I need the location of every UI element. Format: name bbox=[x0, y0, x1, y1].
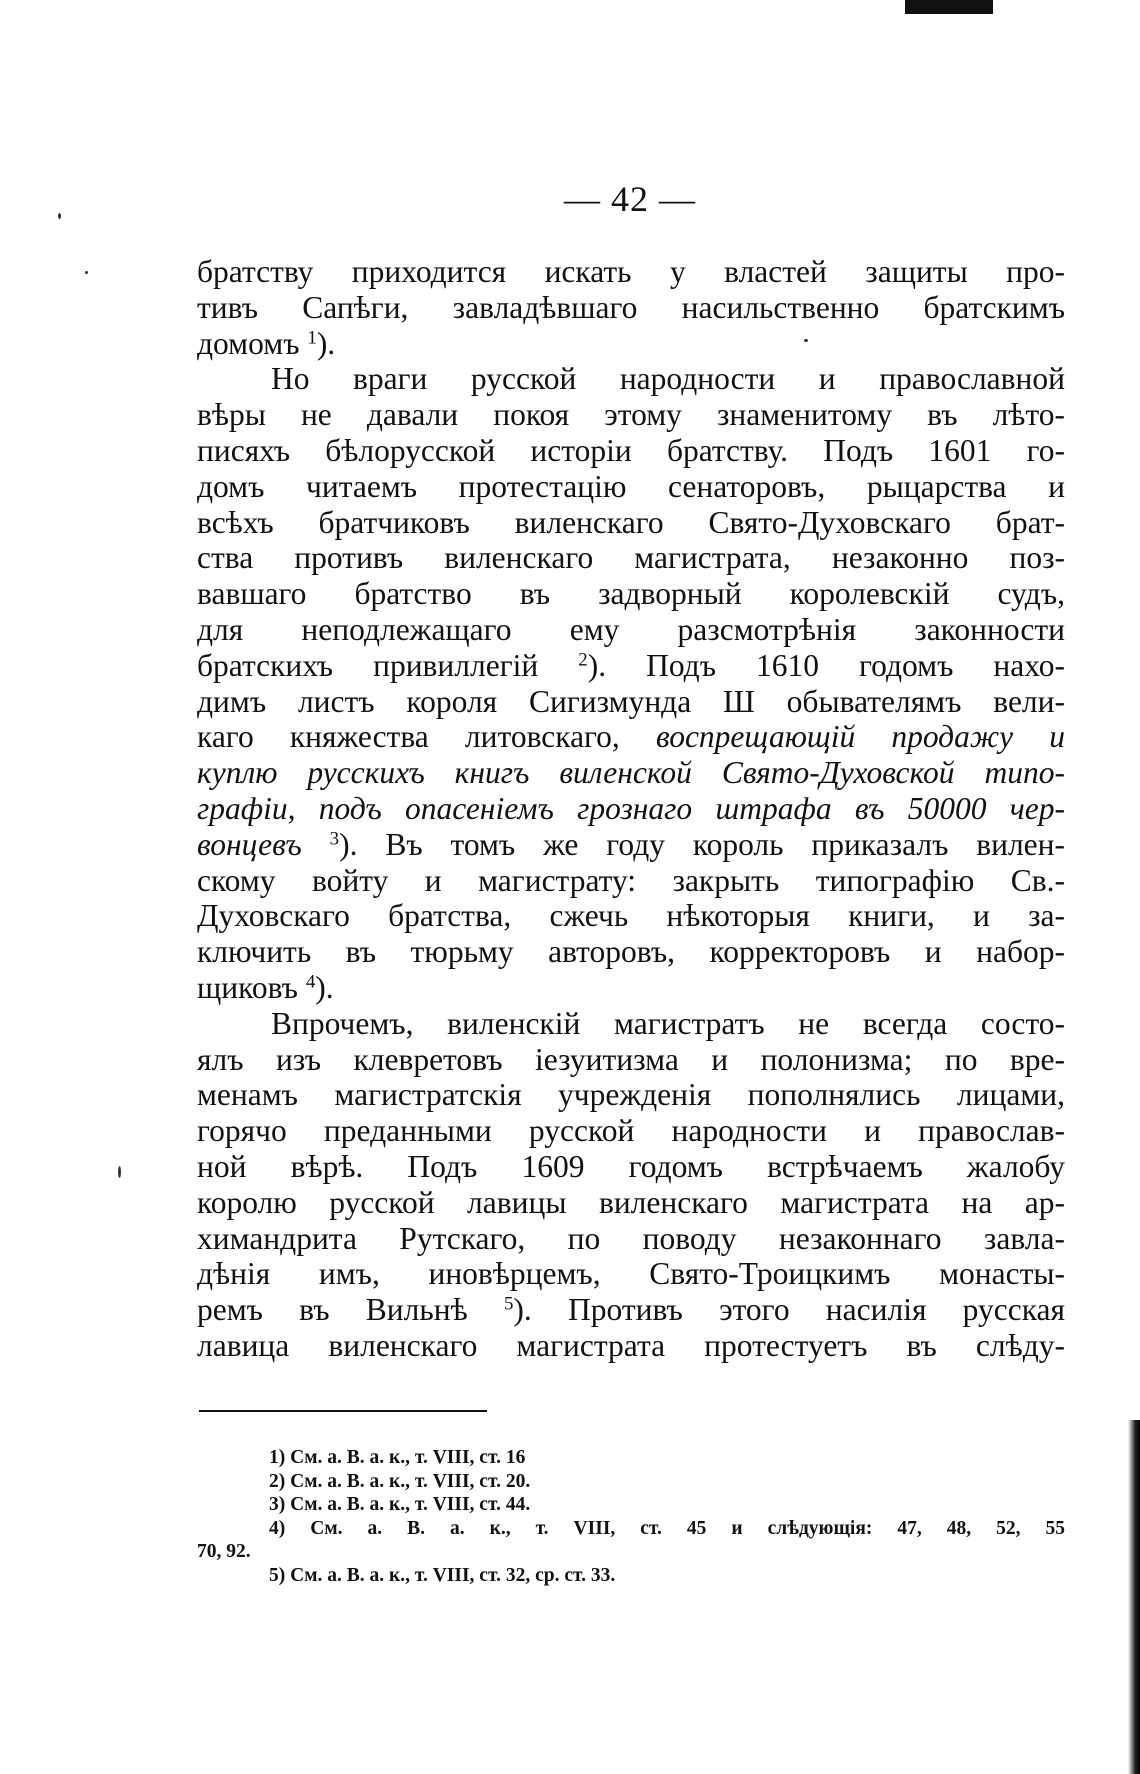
text-span: ). bbox=[316, 325, 336, 361]
scan-speck bbox=[85, 271, 88, 274]
paragraph-3 bbox=[197, 1006, 1065, 1364]
body-text bbox=[197, 254, 1065, 1364]
footnote-ref: 5 bbox=[503, 1293, 514, 1315]
paragraph-1 bbox=[197, 254, 1065, 361]
italic-span: воспрещающій продажу и bbox=[655, 719, 1065, 755]
footnote-ref: 4 bbox=[305, 971, 316, 993]
footnote-1: 1) См. а. В. а. к., т. VIII, ст. 16 bbox=[269, 1447, 526, 1468]
footnote-4: 4) См. а. В. а. к., т. VIII, ст. 45 и слѣдующія: 47, 48, 52, 55 bbox=[269, 1517, 1065, 1539]
text-span: ). bbox=[315, 969, 334, 1005]
text-span: домомъ bbox=[197, 325, 300, 361]
footnote-2: 2) См. а. В. а. к., т. VIII, ст. 20. bbox=[269, 1470, 531, 1492]
footnote-3: 3) См. а. В. а. к., т. VIII, ст. 44. bbox=[269, 1494, 531, 1516]
text-line bbox=[197, 326, 1065, 362]
text-line: всѣхъ братчиковъ виленскаго Свято-Духовскаго брат- bbox=[197, 504, 1065, 540]
text-line: графіи, подъ опасеніемъ грознаго штрафа въ 50000 чер- bbox=[197, 790, 1065, 826]
text-line: домъ читаемъ протестацію сенаторовъ, рыцарства и bbox=[197, 468, 1065, 504]
footnote-ref: 3 bbox=[329, 828, 340, 850]
page-number: — 42 — bbox=[564, 179, 696, 219]
scan-artifact-edge bbox=[1128, 1420, 1140, 1774]
text-span: щиковъ bbox=[197, 969, 298, 1005]
text-line: менамъ магистратскія учрежденія пополнялись лицами, bbox=[197, 1077, 1065, 1113]
text-line: королю русской лавицы виленскаго магистрата на ар- bbox=[197, 1184, 1065, 1220]
italic-span: вонцевъ bbox=[197, 826, 302, 862]
text-line bbox=[197, 719, 1065, 755]
text-line: горячо преданными русской народности и православ- bbox=[197, 1113, 1065, 1149]
text-line: тивъ Сапѣги, завладѣвшаго насильственно братскимъ bbox=[197, 289, 1065, 325]
text-span: каго княжества литовскаго, bbox=[197, 719, 620, 755]
text-line: химандрита Рутскаго, по поводу незаконнаго завла- bbox=[197, 1220, 1065, 1256]
text-span: ). Подъ 1610 годомъ нахо- bbox=[587, 647, 1065, 683]
text-line: Впрочемъ, виленскій магистратъ не всегда состо- bbox=[271, 1005, 1065, 1041]
text-line: писяхъ бѣлорусской исторіи братству. Подъ 1601 го- bbox=[197, 432, 1065, 468]
text-line: братству приходится искать у властей защиты про- bbox=[197, 254, 1065, 289]
scan-speck bbox=[118, 1166, 121, 1178]
text-line: куплю русскихъ книгъ виленской Свято-Духовской типо- bbox=[197, 755, 1065, 791]
text-line: ключить въ тюрьму авторовъ, корректоровъ и набор- bbox=[197, 934, 1065, 970]
text-line: лавица виленскаго магистрата протестуетъ въ слѣду- bbox=[197, 1327, 1065, 1363]
text-line: скому войту и магистрату: закрыть типографію Св.- bbox=[197, 862, 1065, 898]
text-span: братскихъ привиллегій bbox=[197, 647, 539, 683]
text-line bbox=[197, 970, 1065, 1006]
text-line: вѣры не давали покоя этому знаменитому въ лѣто- bbox=[197, 397, 1065, 433]
footnote-4-continuation: 70, 92. bbox=[197, 1541, 251, 1563]
text-line bbox=[197, 648, 1065, 684]
text-line: вавшаго братство въ задворный королевскій судъ, bbox=[197, 576, 1065, 612]
footnotes bbox=[197, 1446, 1065, 1588]
text-span: ). Противъ этого насилія русская bbox=[513, 1292, 1065, 1328]
paragraph-2 bbox=[197, 361, 1065, 1005]
text-line: ялъ изъ клевретовъ іезуитизма и полонизма; по вре- bbox=[197, 1041, 1065, 1077]
text-span: ремъ въ Вильнѣ bbox=[197, 1292, 468, 1328]
text-line: ной вѣрѣ. Подъ 1609 годомъ встрѣчаемъ жалобу bbox=[197, 1148, 1065, 1184]
scan-artifact-top bbox=[905, 0, 993, 14]
footnote-divider bbox=[199, 1410, 487, 1412]
text-line: димъ листъ короля Сигизмунда Ш обывателямъ вели- bbox=[197, 683, 1065, 719]
footnote-5: 5) См. а. В. а. к., т. VIII, ст. 32, ср. ст. 33. bbox=[269, 1564, 616, 1586]
text-line: Духовскаго братства, сжечь нѣкоторыя книги, и за- bbox=[197, 898, 1065, 934]
text-line bbox=[197, 827, 1065, 863]
footnote-ref: 2 bbox=[578, 649, 588, 671]
text-line: для неподлежащаго ему разсмотрѣнія законности bbox=[197, 611, 1065, 647]
text-line: дѣнія имъ, иновѣрцемъ, Свято-Троицкимъ монасты- bbox=[197, 1256, 1065, 1292]
footnote-ref: 1 bbox=[307, 327, 317, 349]
text-line: Но враги русской народности и православной bbox=[271, 361, 1065, 397]
text-line bbox=[197, 1292, 1065, 1328]
text-span: ). Въ томъ же году король приказалъ вилен- bbox=[339, 826, 1065, 862]
text-line: ства противъ виленскаго магистрата, незаконно поз- bbox=[197, 540, 1065, 576]
